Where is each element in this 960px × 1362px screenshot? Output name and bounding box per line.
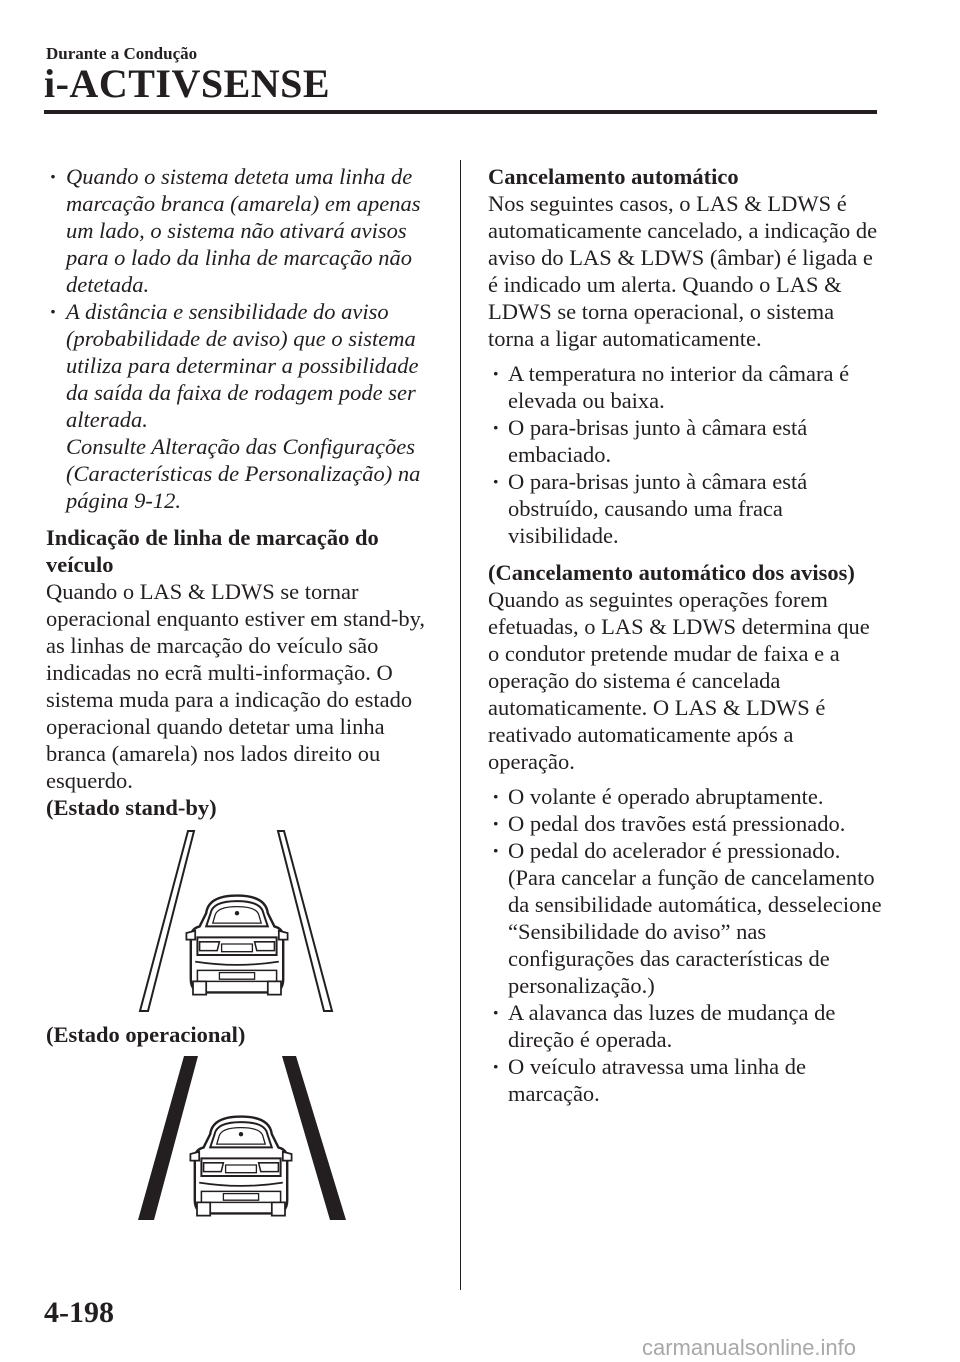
list-item: · O pedal dos travões está pressionado. (488, 810, 883, 837)
chapter-title: i-ACTIVSENSE (44, 61, 331, 106)
note-item: · Quando o sistema deteta uma linha de marcação branca (amarela) em apenas um lado, o sistema não ativará avisos para o lado da linha de marcação não detetada. (46, 163, 426, 298)
list-item: · A alavanca das luzes de mudança de direção é operada. (488, 999, 883, 1053)
section-label: Durante a Condução (46, 44, 198, 63)
watermark: carmanualsonline.info (642, 1335, 857, 1360)
list-item: · O para-brisas junto à câmara está obstruído, causando uma fraca visibilidade. (488, 468, 883, 549)
right-lane-line-outline (278, 831, 332, 1011)
section-heading-warning-cancel: (Cancelamento automático dos avisos) (488, 560, 855, 585)
standby-state-label: (Estado stand-by) (46, 795, 217, 820)
standby-illustration (136, 827, 336, 1017)
warning-cancel-operations-list (488, 783, 883, 1107)
note-reference: Consulte Alteração das Configurações (Características de Personalização) na página 9-12. (66, 434, 421, 513)
operational-state-label: (Estado operacional) (46, 1022, 246, 1047)
body-paragraph: Nos seguintes casos, o LAS & LDWS é automaticamente cancelado, a indicação de aviso do LAS & LDWS (âmbar) é ligada e é indicado um alerta. Quando o LAS & LDWS se torna operacional, o sistema torna a ligar automaticamente. (488, 191, 878, 351)
auto-cancel-conditions-list (488, 360, 883, 549)
notes-list (46, 163, 426, 514)
right-column (488, 163, 883, 1117)
left-lane-line-solid (138, 1056, 198, 1220)
section-heading-auto-cancel: Cancelamento automático (488, 164, 739, 189)
car-rear-icon (186, 896, 287, 995)
page-number: 4-198 (44, 1296, 114, 1329)
list-item: · O para-brisas junto à câmara está embaciado. (488, 414, 883, 468)
note-item (46, 298, 426, 514)
body-paragraph: Quando o LAS & LDWS se tornar operacional enquanto estiver em stand-by, as linhas de marcação do veículo são indicadas no ecrã multi-informação. O sistema muda para a indicação do estado operacional quando detetar uma linha branca (amarela) nos lados direito ou esquerdo. (46, 579, 426, 793)
note-text: A distância e sensibilidade do aviso (probabilidade de aviso) que o sistema utiliza para determinar a possibilidade da saída da faixa de rodagem pode ser alterada. (66, 299, 419, 432)
left-lane-line-outline (140, 831, 194, 1011)
body-paragraph: Quando as seguintes operações forem efetuadas, o LAS & LDWS determina que o condutor pretende mudar de faixa e a operação do sistema é cancelada automaticamente. O LAS & LDWS é reativado automaticamente após a operação. (488, 587, 870, 774)
list-item: · O volante é operado abruptamente. (488, 783, 883, 810)
operational-illustration (136, 1054, 348, 1226)
car-rear-icon (190, 1117, 291, 1216)
header-rule (44, 110, 877, 114)
list-item: · O pedal do acelerador é pressionado. (Para cancelar a função de cancelamento da sensibilidade automática, desselecione “Sensibilidade do aviso” nas configurações das características de personalização.) (488, 837, 883, 999)
column-divider (460, 160, 461, 1290)
right-lane-line-solid (282, 1056, 346, 1220)
list-item: · A temperatura no interior da câmara é elevada ou baixa. (488, 360, 883, 414)
list-item: · O veículo atravessa uma linha de marcação. (488, 1053, 883, 1107)
section-heading-lane-marking: Indicação de linha de marcação do veículo (46, 525, 379, 577)
left-column (46, 163, 426, 1226)
